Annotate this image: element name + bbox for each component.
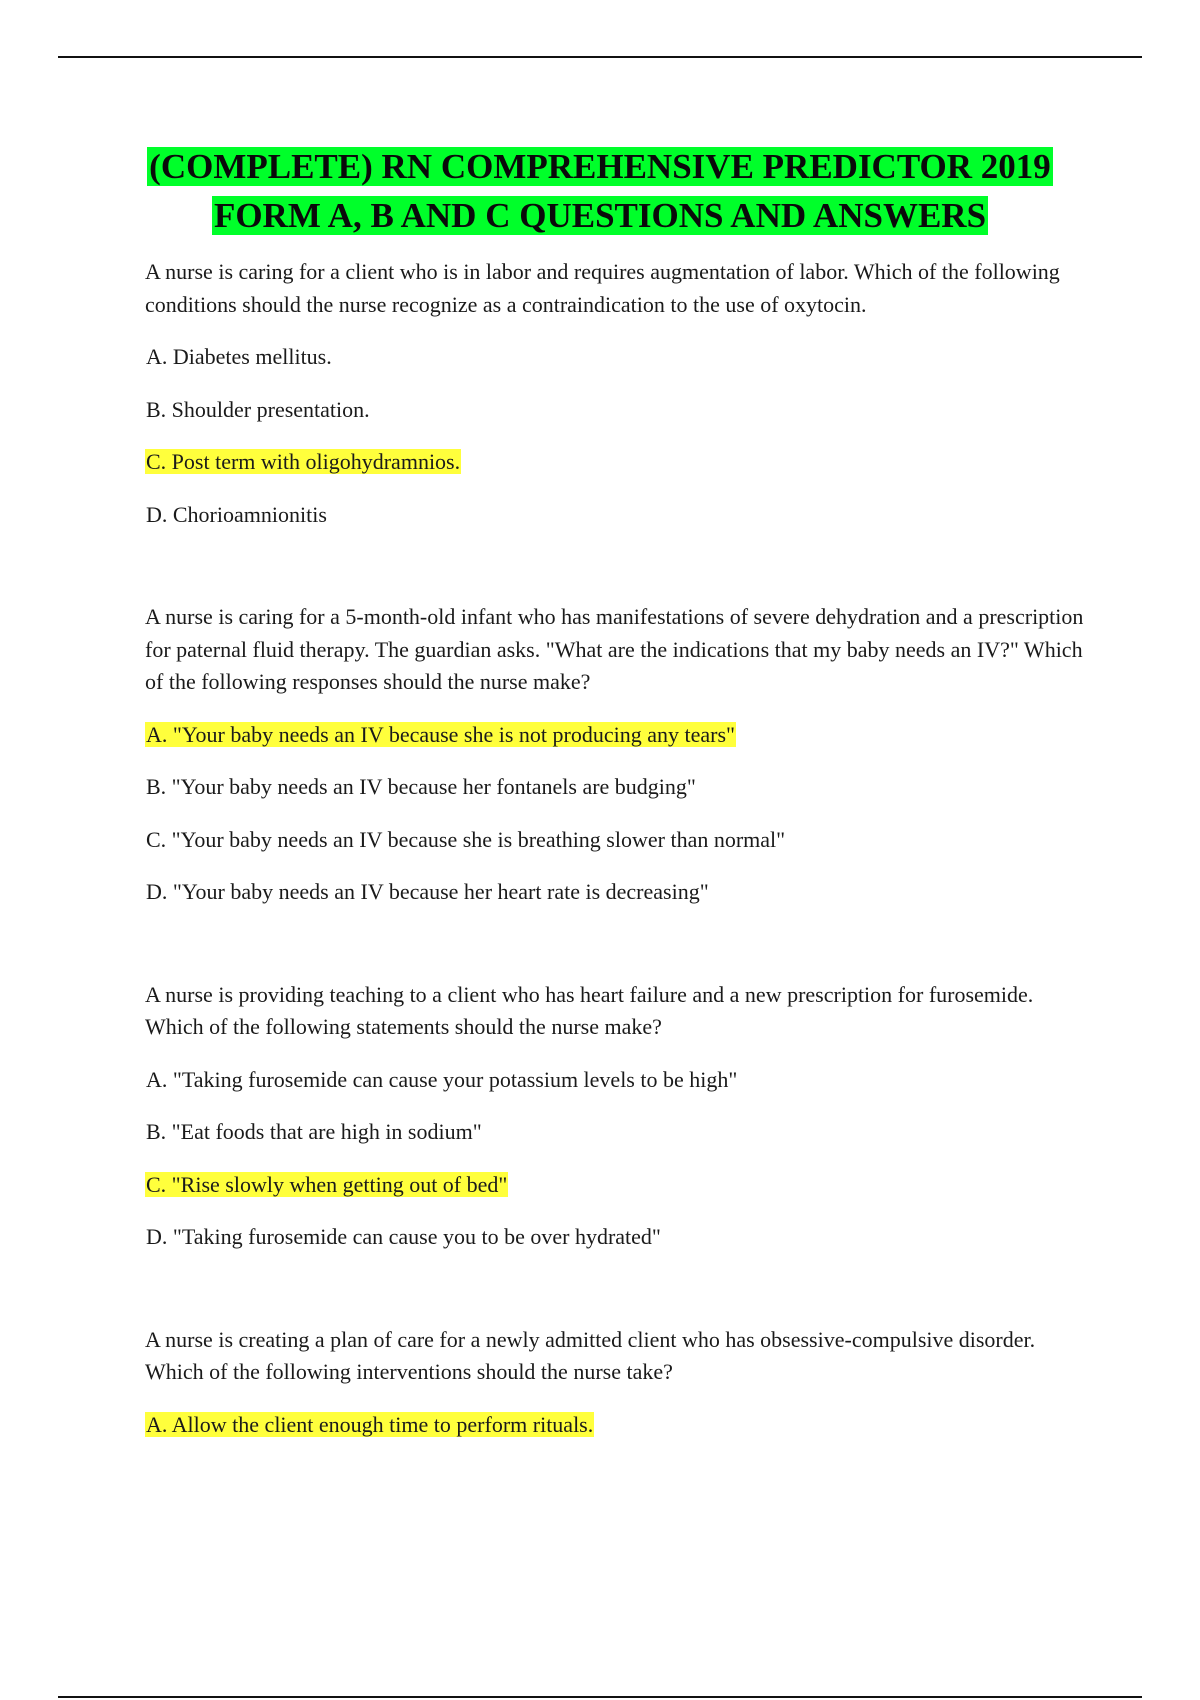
- answer-option: B. Shoulder presentation.: [146, 396, 370, 422]
- question-text: A nurse is caring for a client who is in labor and requires augmentation of labor. Which of the following conditions should the nurse recognize as a contraindication to the use of oxytocin.: [145, 259, 1060, 317]
- question-text: A nurse is creating a plan of care for a newly admitted client who has obsessive-compulsive disorder. Which of the following interventions should the nurse take?: [145, 1326, 1036, 1384]
- bottom-rule: [58, 1696, 1142, 1698]
- answer-option: D. Chorioamnionitis: [146, 501, 327, 527]
- question-list: [145, 256, 1095, 1511]
- answer-option: B. "Your baby needs an IV because her fontanels are budging": [146, 774, 696, 799]
- answer-option: A. "Taking furosemide can cause your potassium levels to be high": [146, 1066, 738, 1092]
- question-block: [145, 979, 1095, 1254]
- answer-option: D. "Your baby needs an IV because her heart rate is decreasing": [146, 879, 709, 904]
- answer-option: A. Diabetes mellitus.: [146, 344, 332, 369]
- answer-option: D. "Taking furosemide can cause you to be over hydrated": [146, 1224, 661, 1249]
- question-block: [145, 1324, 1095, 1442]
- answer-option-correct: C. "Rise slowly when getting out of bed": [146, 1171, 508, 1197]
- title-line-2: FORM A, B AND C QUESTIONS AND ANSWERS: [213, 196, 987, 235]
- question-text: A nurse is providing teaching to a client who has heart failure and a new prescription for furosemide. Which of the following statements should the nurse make?: [145, 981, 1034, 1039]
- answer-option-correct: C. Post term with oligohydramnios.: [146, 449, 461, 474]
- answer-option: B. "Eat foods that are high in sodium": [146, 1119, 482, 1144]
- question-block: [145, 601, 1095, 909]
- top-rule: [58, 56, 1142, 58]
- document-title: [0, 142, 1200, 240]
- question-block: [145, 256, 1095, 531]
- answer-option-correct: A. "Your baby needs an IV because she is not producing any tears": [146, 721, 736, 747]
- answer-option-correct: A. Allow the client enough time to perform rituals.: [146, 1411, 594, 1437]
- title-line-1: (COMPLETE) RN COMPREHENSIVE PREDICTOR 2019: [149, 147, 1051, 186]
- answer-option: C. "Your baby needs an IV because she is breathing slower than normal": [146, 826, 786, 852]
- question-text: A nurse is caring for a 5-month-old infant who has manifestations of severe dehydration and a prescription for paternal fluid therapy. The guardian asks. "What are the indications that my baby needs an IV?" Which of the following responses should the nurse make?: [145, 604, 1084, 694]
